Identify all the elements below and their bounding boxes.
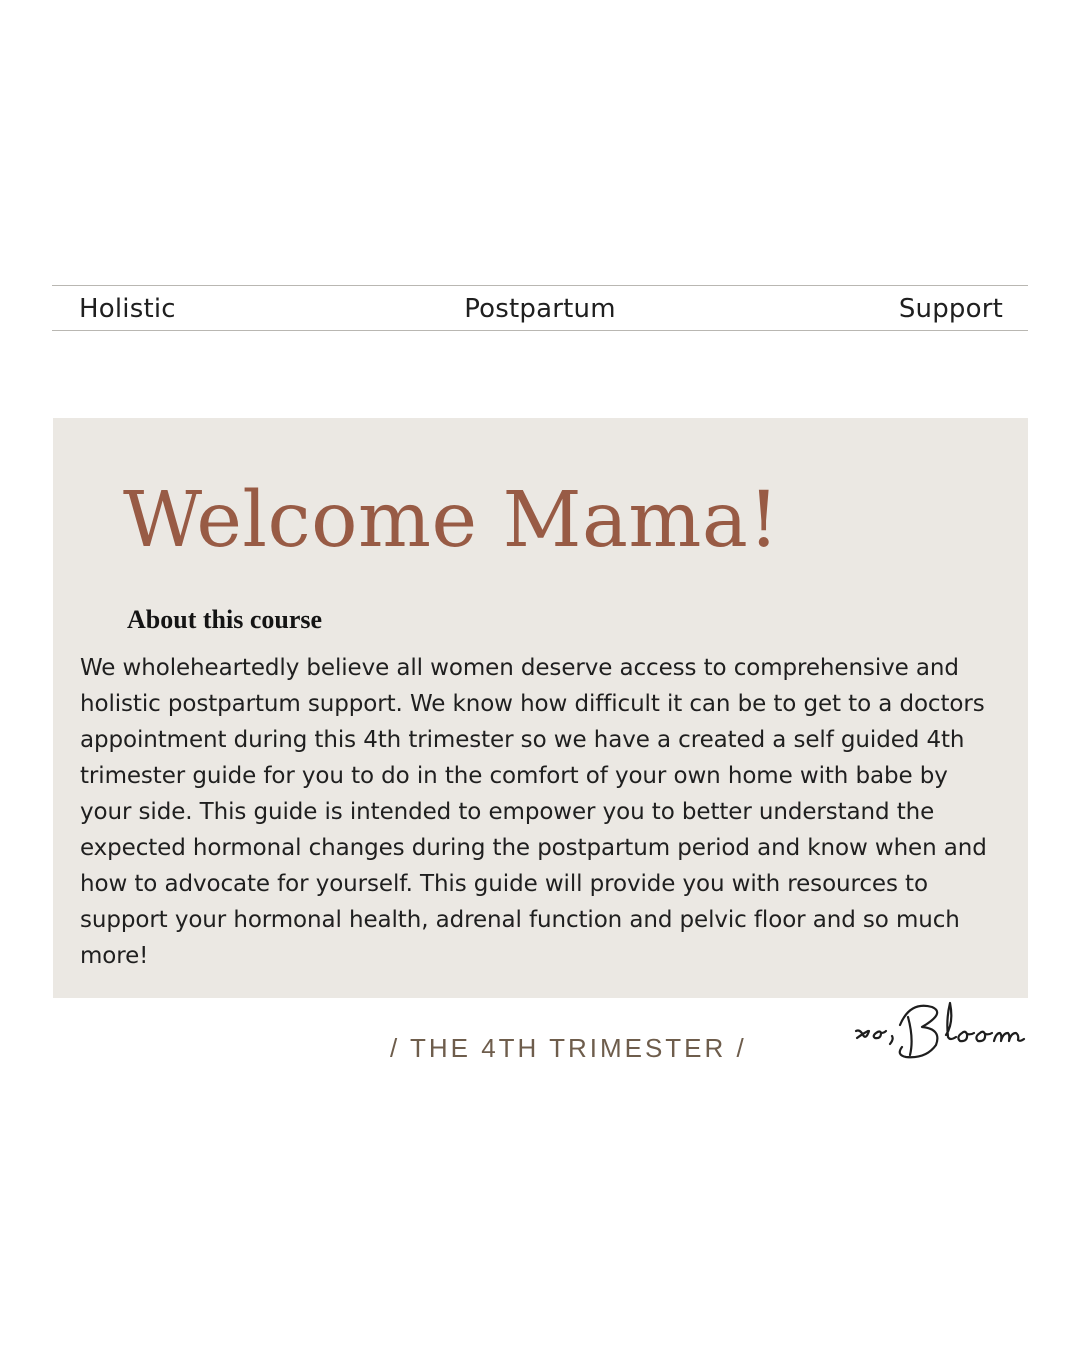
header-word-left: Holistic <box>79 294 176 324</box>
header-word-center: Postpartum <box>464 294 616 324</box>
welcome-card <box>53 418 1028 998</box>
header-word-right: Support <box>898 294 1003 324</box>
footer-tagline: / THE 4TH TRIMESTER / <box>390 1033 747 1063</box>
welcome-title: Welcome Mama! <box>123 476 780 565</box>
signature-logo <box>850 995 1028 1067</box>
course-subtitle: About this course <box>127 605 323 634</box>
header-bar <box>52 285 1028 331</box>
course-description: We wholeheartedly believe all women deserve access to comprehensive and holistic postpartum support. We know how difficult it can be to get to a doctors appointment during this 4th trimester so we have a created a self guided 4th trimester guide for you to do in the comfort of your own home with babe by your side. This guide is intended to empower you to better understand the expected hormonal changes during the postpartum period and know when and how to advocate for yourself. This guide will provide you with resources to support your hormonal health, adrenal function and pelvic floor and so much more! <box>80 655 987 969</box>
